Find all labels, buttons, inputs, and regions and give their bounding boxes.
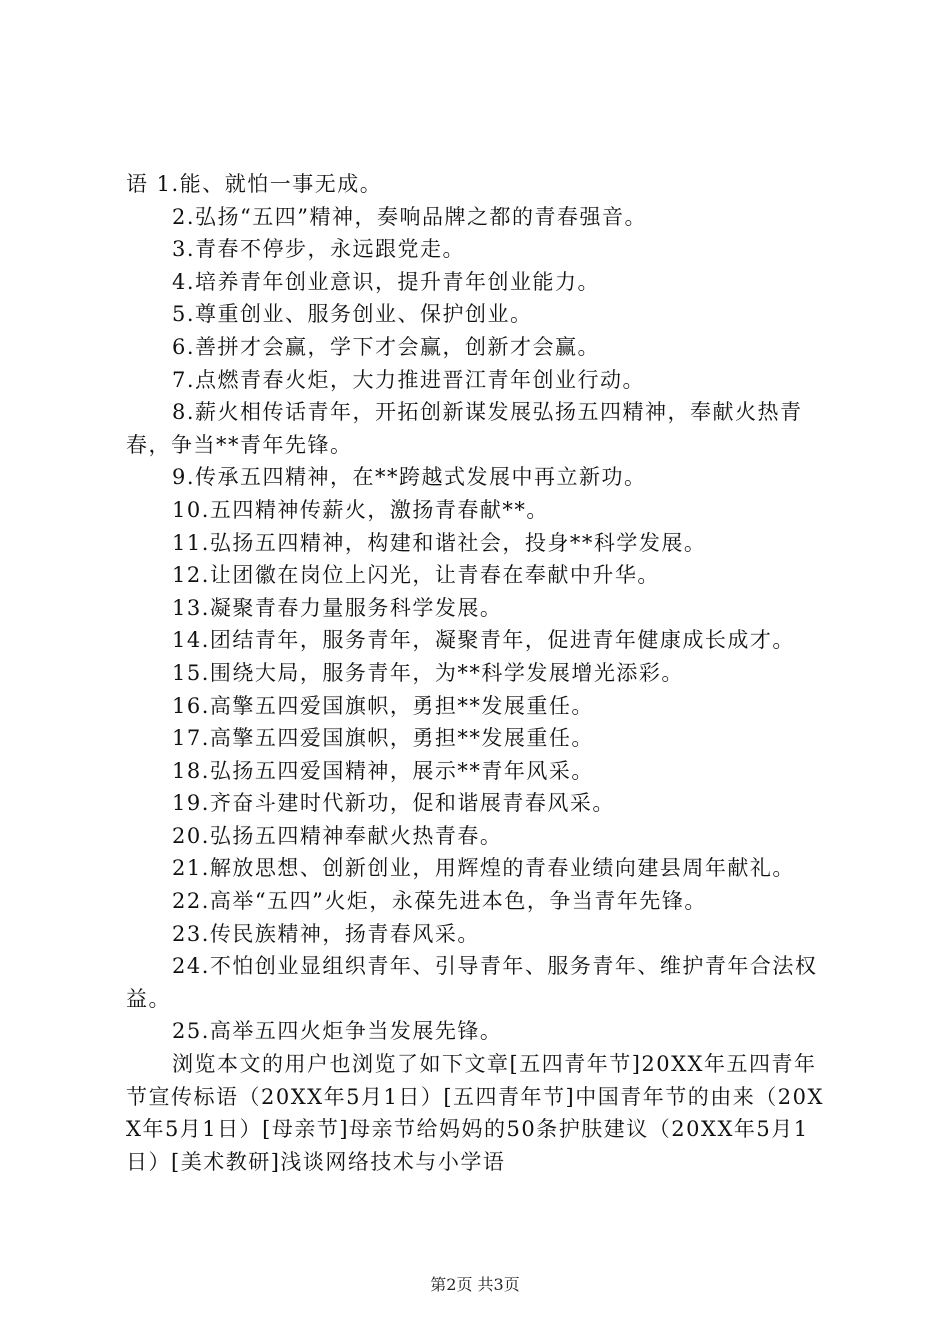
slogan-item: 22.高举“五四”火炬，永葆先进本色，争当青年先锋。 [172,889,707,914]
slogan-item: 19.齐奋斗建时代新功，促和谐展青春风采。 [172,791,615,816]
slogan-item: 11.弘扬五四精神，构建和谐社会，投身**科学发展。 [172,530,707,555]
slogan-item: 4.培养青年创业意识，提升青年创业能力。 [172,269,601,294]
slogan-item: 12.让团徽在岗位上闪光，让青春在奉献中升华。 [172,563,660,588]
slogan-item: 7.点燃青春火炬，大力推进晋江青年创业行动。 [172,367,646,392]
paragraph: 语 1.能、就怕一事无成。 [126,172,383,196]
slogan-item: 6.善拼才会赢，学下才会赢，创新才会赢。 [172,334,601,359]
document-body [126,168,832,1178]
slogan-item: 20.弘扬五四精神奉献火热青春。 [172,823,503,848]
page-footer [0,1272,950,1295]
page-indicator: 第2页 共3页 [430,1275,520,1294]
related-articles-paragraph: 浏览本文的用户也浏览了如下文章[五四青年节]20XX年五四青年节宣传标语（20XX年5月1日）[五四青年节]中国青年节的由来（20XX年5月1日）[母亲节]母亲节给妈妈的50条护肤建议（20XX年5月1日）[美术教研]浅谈网络技术与小学语 [126,1052,824,1174]
slogan-item: 21.解放思想、创新创业，用辉煌的青春业绩向建县周年献礼。 [172,856,795,881]
slogan-item: 9.传承五四精神，在**跨越式发展中再立新功。 [172,465,647,490]
slogan-item: 17.高擎五四爱国旗帜，勇担**发展重任。 [172,726,594,751]
slogan-item: 10.五四精神传薪火，激扬青春献**。 [172,497,549,522]
slogan-item: 2.弘扬“五四”精神，奏响品牌之都的青春强音。 [172,204,648,229]
slogan-item: 14.团结青年，服务青年，凝聚青年，促进青年健康成长成才。 [172,628,795,653]
slogan-item: 25.高举五四火炬争当发展先锋。 [172,1019,503,1044]
slogan-item: 16.高擎五四爱国旗帜，勇担**发展重任。 [172,693,594,718]
slogan-item: 13.凝聚青春力量服务科学发展。 [172,595,503,620]
slogan-item: 24.不怕创业显组织青年、引导青年、服务青年、维护青年合法权益。 [126,954,818,1011]
slogan-item: 3.青春不停步，永远跟党走。 [172,237,466,262]
slogan-item: 23.传民族精神，扬青春风采。 [172,921,480,946]
slogan-item: 8.薪火相传话青年，开拓创新谋发展弘扬五四精神，奉献火热青春，争当**青年先锋。 [126,400,803,457]
slogan-item: 5.尊重创业、服务创业、保护创业。 [172,302,533,327]
slogan-item: 18.弘扬五四爱国精神，展示**青年风采。 [172,758,594,783]
slogan-item: 15.围绕大局，服务青年，为**科学发展增光添彩。 [172,660,684,685]
